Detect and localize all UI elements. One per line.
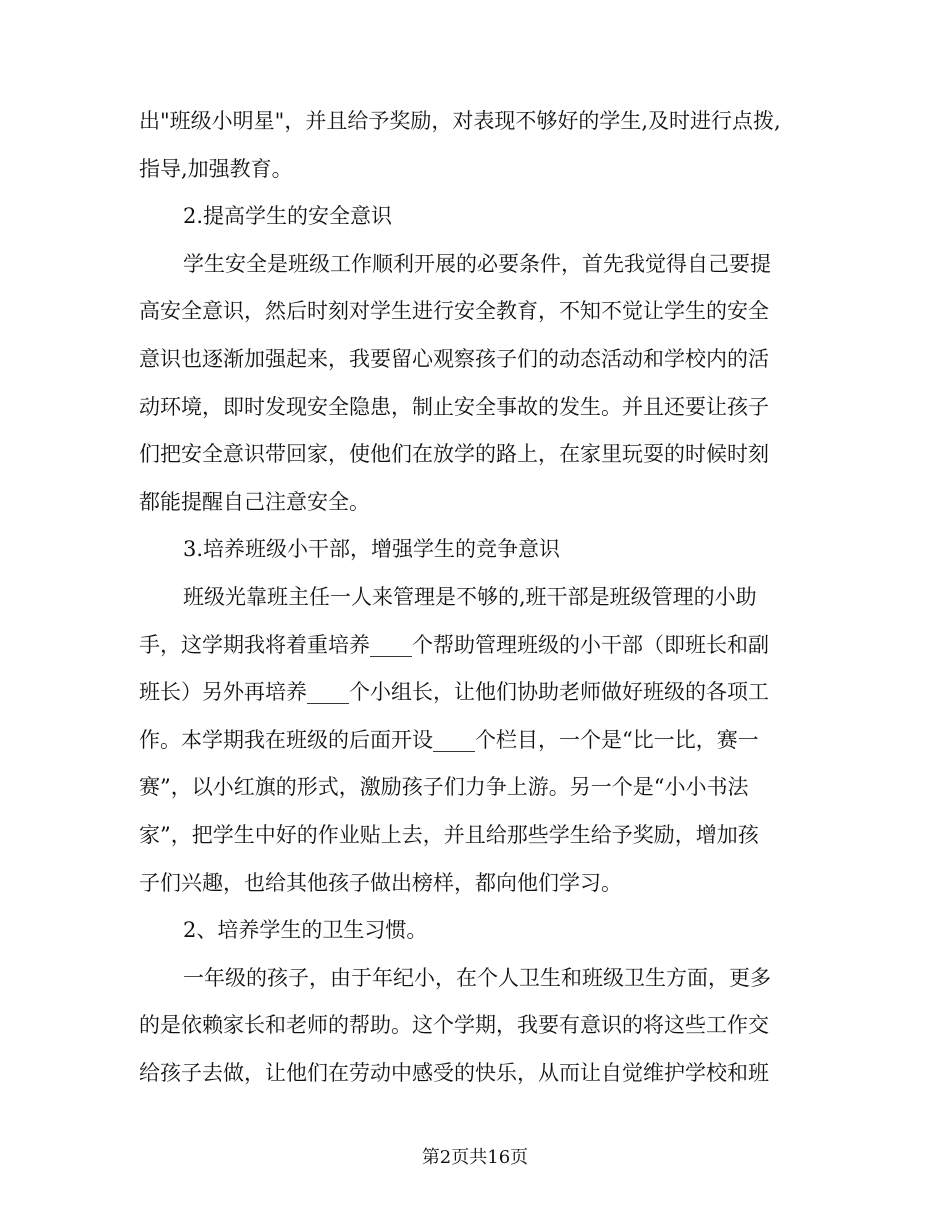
- section-heading: 2.提高学生的安全意识: [183, 204, 393, 229]
- text-line: 手，这学期我将着重培养____个帮助管理班级的小干部（即班长和副: [139, 632, 769, 657]
- text-line: 出"班级小明星"，并且给予奖励，对表现不够好的学生,及时进行点拨,: [139, 109, 781, 133]
- text-line: 意识也逐渐加强起来，我要留心观察孩子们的动态活动和学校内的活: [139, 346, 769, 371]
- text-line: 都能提醒自己注意安全。: [139, 489, 370, 514]
- text-line: 子们兴趣，也给其他孩子做出榜样，都向他们学习。: [139, 870, 622, 895]
- text-line: 给孩子去做，让他们在劳动中感受的快乐，从而让自觉维护学校和班: [139, 1060, 769, 1085]
- text-line: 班长）另外再培养____个小组长，让他们协助老师做好班级的各项工: [139, 680, 769, 705]
- document-body: [139, 98, 799, 1097]
- text-line: 们把安全意识带回家，使他们在放学的路上，在家里玩耍的时候时刻: [139, 442, 769, 467]
- text-line: 指导,加强教育。: [139, 156, 293, 181]
- section-heading: 2、培养学生的卫生习惯。: [183, 918, 428, 943]
- text-line: 班级光靠班主任一人来管理是不够的,班干部是班级管理的小助: [183, 584, 757, 609]
- text-line: 赛”，以小红旗的形式，激励孩子们力争上游。另一个是“小小书法: [139, 775, 749, 800]
- text-line: 高安全意识，然后时刻对学生进行安全教育，不知不觉让学生的安全: [139, 299, 769, 324]
- text-line: 家”，把学生中好的作业贴上去，并且给那些学生给予奖励，增加孩: [139, 822, 759, 847]
- text-line: 动环境，即时发现安全隐患，制止安全事故的发生。并且还要让孩子: [139, 394, 769, 419]
- text-line: 的是依赖家长和老师的帮助。这个学期，我要有意识的将这些工作交: [139, 1013, 769, 1038]
- page-number-footer: 第2页共16页: [421, 1147, 529, 1168]
- text-line: 一年级的孩子，由于年纪小，在个人卫生和班级卫生方面，更多: [183, 965, 771, 990]
- section-heading: 3.培养班级小干部，增强学生的竞争意识: [183, 537, 561, 562]
- text-line: 学生安全是班级工作顺利开展的必要条件，首先我觉得自己要提: [183, 251, 771, 276]
- text-line: 作。本学期我在班级的后面开设____个栏目，一个是“比一比，赛一: [139, 727, 759, 752]
